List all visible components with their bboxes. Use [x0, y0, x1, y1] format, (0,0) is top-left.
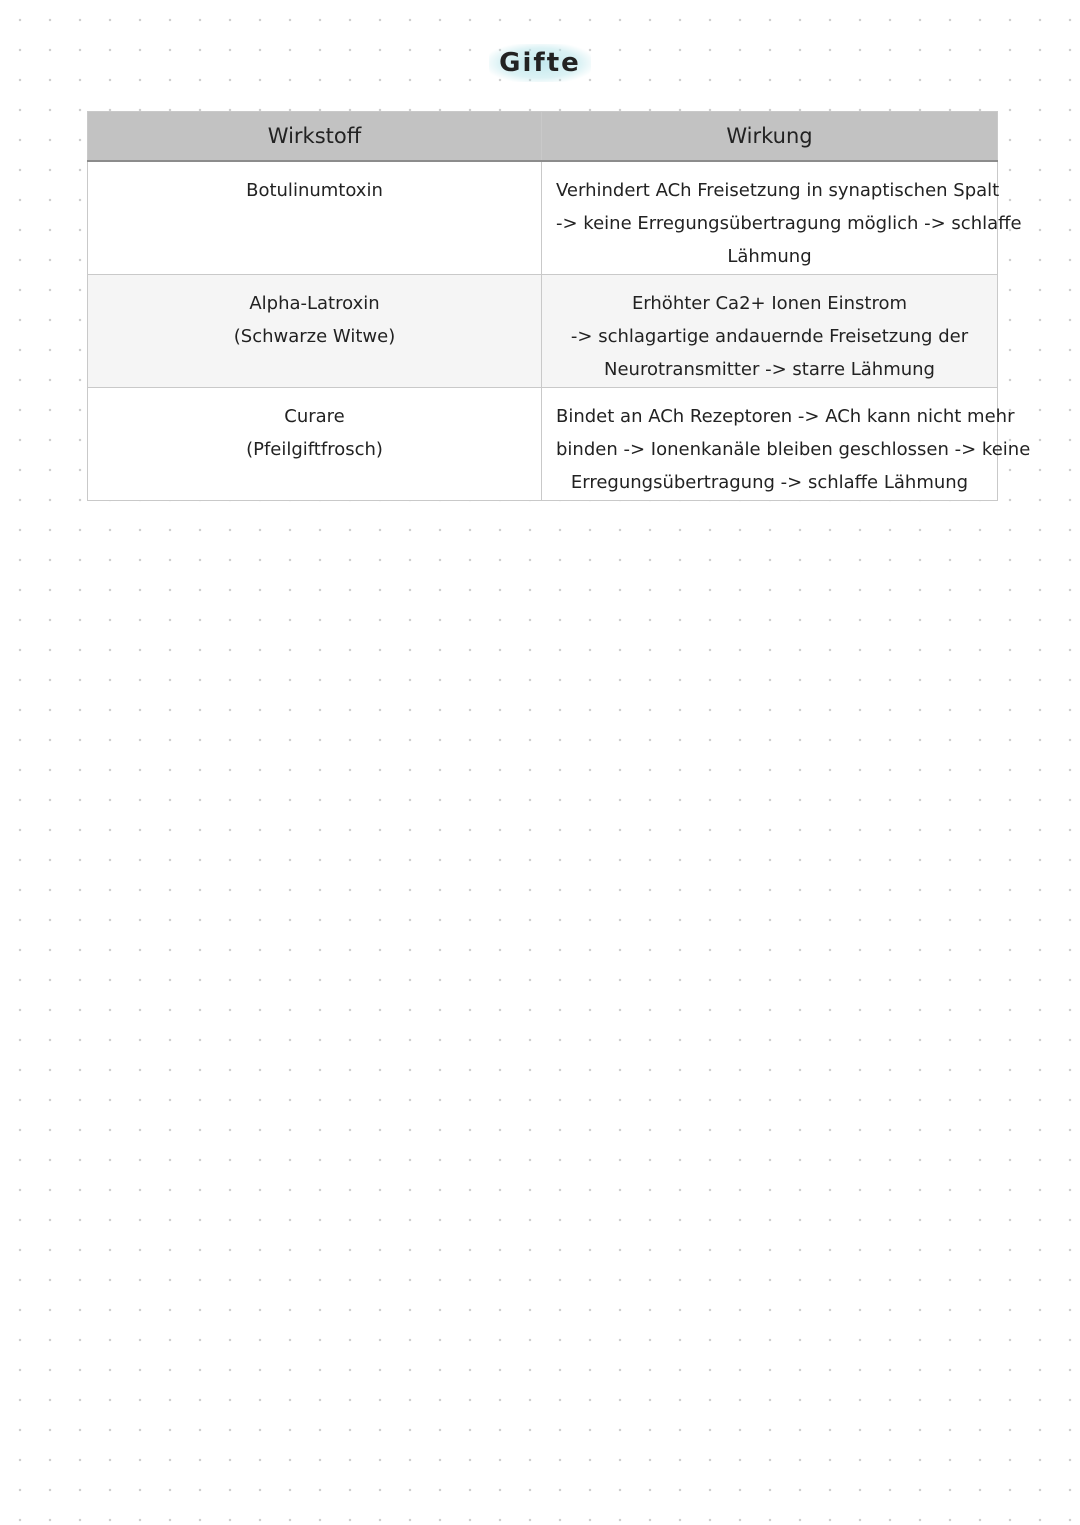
wirkung-cell — [542, 387, 1031, 500]
wirkstoff-line: Curare — [284, 405, 345, 427]
wirkstoff-line: (Pfeilgiftfrosch) — [246, 438, 383, 460]
wirkung-line: Neurotransmitter -> starre Lähmung — [604, 358, 935, 380]
wirkstoff-cell — [88, 274, 542, 387]
wirkung-line: Verhindert ACh Freisetzung in synaptischen Spalt — [556, 180, 1000, 201]
wirkung-line: Erregungsübertragung -> schlaffe Lähmung — [570, 471, 969, 493]
wirkstoff-cell — [88, 387, 542, 500]
wirkung-line: binden -> Ionenkanäle bleiben geschlossen -> keine — [556, 438, 1031, 460]
wirkung-line: Lähmung — [727, 246, 812, 267]
wirkstoff-cell — [88, 161, 542, 274]
title-container — [0, 44, 1080, 82]
table-row — [88, 274, 998, 387]
wirkung-cell — [542, 161, 1022, 274]
header-wirkstoff: Wirkstoff — [88, 112, 542, 162]
wirkstoff-line: Alpha-Latroxin — [249, 292, 380, 314]
table-row — [88, 387, 998, 500]
wirkung-cell — [542, 274, 998, 387]
table-row — [88, 161, 998, 274]
poison-table — [87, 111, 1031, 501]
wirkstoff-line: Botulinumtoxin — [246, 180, 383, 201]
wirkung-line: -> schlagartige andauernde Freisetzung der — [570, 325, 969, 347]
table-header-row — [88, 112, 998, 162]
wirkung-line: Bindet an ACh Rezeptoren -> ACh kann nicht mehr — [556, 405, 1015, 427]
wirkstoff-line: (Schwarze Witwe) — [233, 325, 396, 347]
wirkung-line: Erhöhter Ca2+ Ionen Einstrom — [631, 292, 908, 314]
wirkung-line: -> keine Erregungsübertragung möglich -> schlaffe — [556, 213, 1022, 234]
page-title: Gifte — [489, 44, 591, 82]
header-wirkung: Wirkung — [542, 112, 998, 162]
